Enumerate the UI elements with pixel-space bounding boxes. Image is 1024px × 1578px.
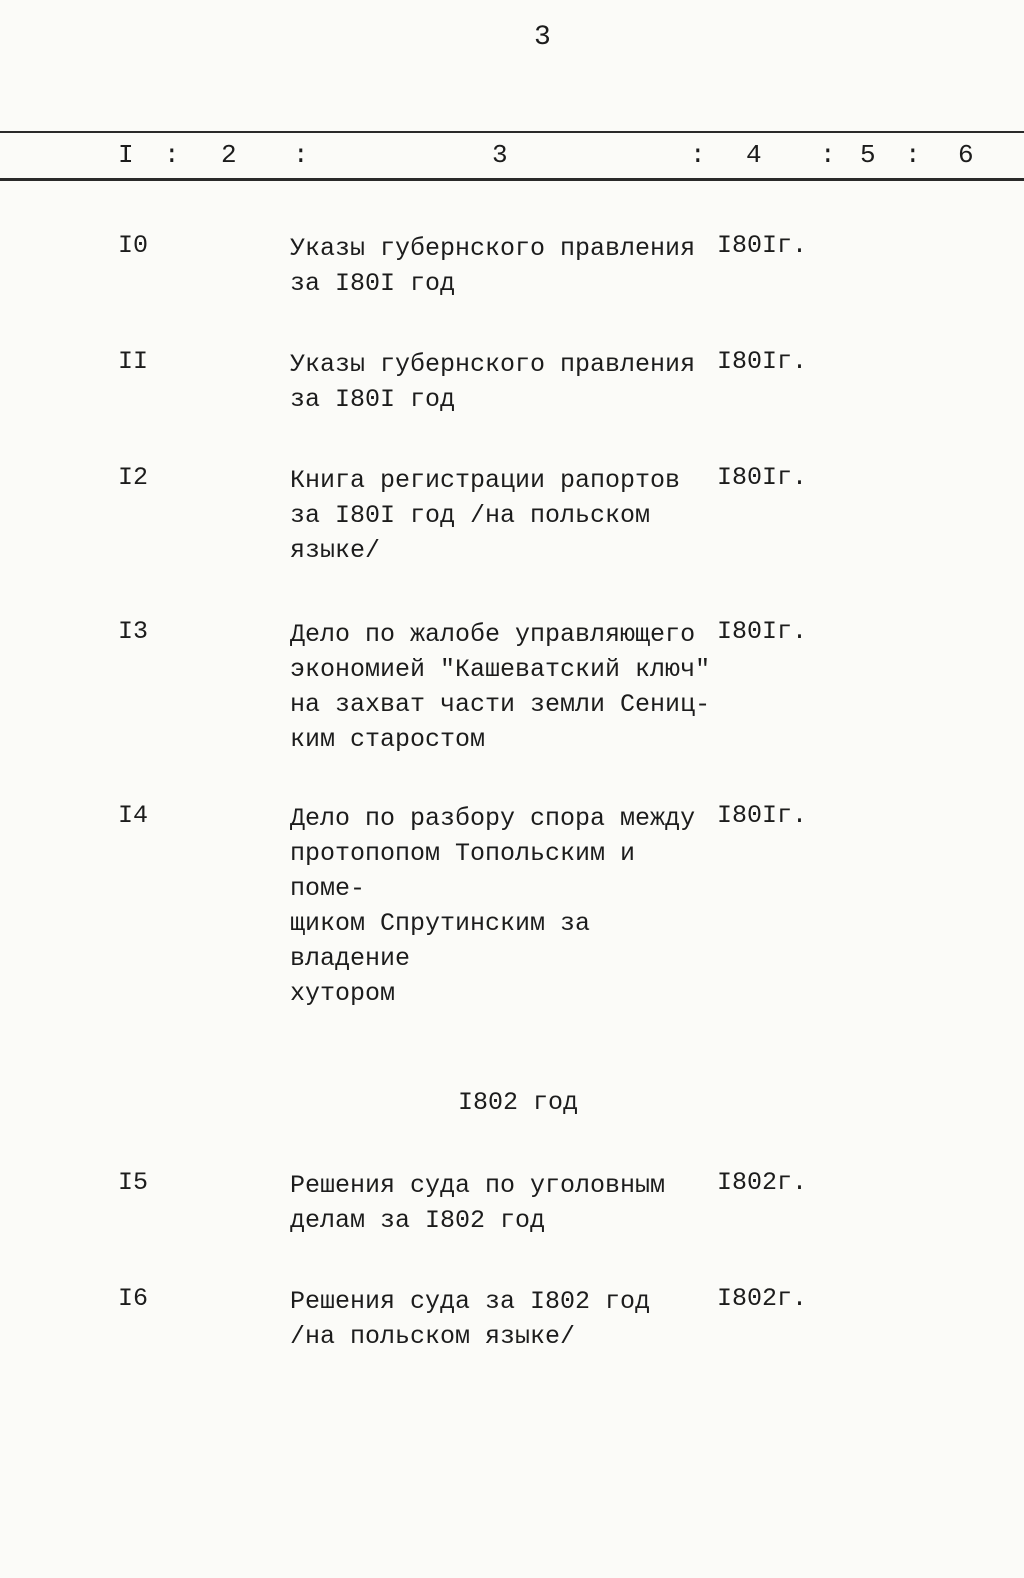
header-separator: :: [690, 140, 706, 170]
entry-number: I3: [118, 617, 149, 646]
entry-date: I802г.: [717, 1284, 808, 1313]
header-separator: :: [820, 140, 836, 170]
header-separator: :: [164, 140, 180, 170]
header-col-2: 2: [221, 140, 237, 170]
entry-number: I0: [118, 231, 149, 260]
table-header-bottom-rule: [0, 178, 1024, 181]
page-number: 3: [534, 22, 551, 53]
entry-number: I6: [118, 1284, 149, 1313]
entry-description: Книга регистрации рапортов за I80I год /на польском языке/: [290, 466, 681, 565]
table-header: [0, 140, 1024, 174]
entry-date: I80Iг.: [717, 801, 808, 830]
year-section-heading: I802 год: [458, 1088, 579, 1117]
header-col-1: I: [118, 140, 134, 170]
entry-number: I2: [118, 463, 149, 492]
entry-description: Решения суда по уголовным делам за I802 год: [290, 1171, 666, 1235]
header-separator: :: [293, 140, 309, 170]
header-col-3: 3: [492, 140, 508, 170]
entry-description: Указы губернского правления за I80I год: [290, 234, 696, 298]
entry-description: Дело по жалобе управляющего экономией "Кашеватский ключ" на захват части земли Сениц- ким старостом: [290, 620, 711, 754]
entry-description: Решения суда за I802 год /на польском языке/: [290, 1287, 651, 1351]
entry-description: Указы губернского правления за I80I год: [290, 350, 696, 414]
header-col-6: 6: [958, 140, 974, 170]
header-col-4: 4: [746, 140, 762, 170]
entry-description: Дело по разбору спора между протопопом Топольским и поме- щиком Спрутинским за владение хутором: [290, 804, 696, 1008]
entry-date: I80Iг.: [717, 231, 808, 260]
entry-date: I802г.: [717, 1168, 808, 1197]
entry-number: II: [118, 347, 149, 376]
entry-number: I5: [118, 1168, 149, 1197]
entry-date: I80Iг.: [717, 463, 808, 492]
entry-date: I80Iг.: [717, 617, 808, 646]
header-separator: :: [905, 140, 921, 170]
entry-number: I4: [118, 801, 149, 830]
entry-date: I80Iг.: [717, 347, 808, 376]
header-col-5: 5: [860, 140, 876, 170]
table-header-top-rule: [0, 131, 1024, 133]
